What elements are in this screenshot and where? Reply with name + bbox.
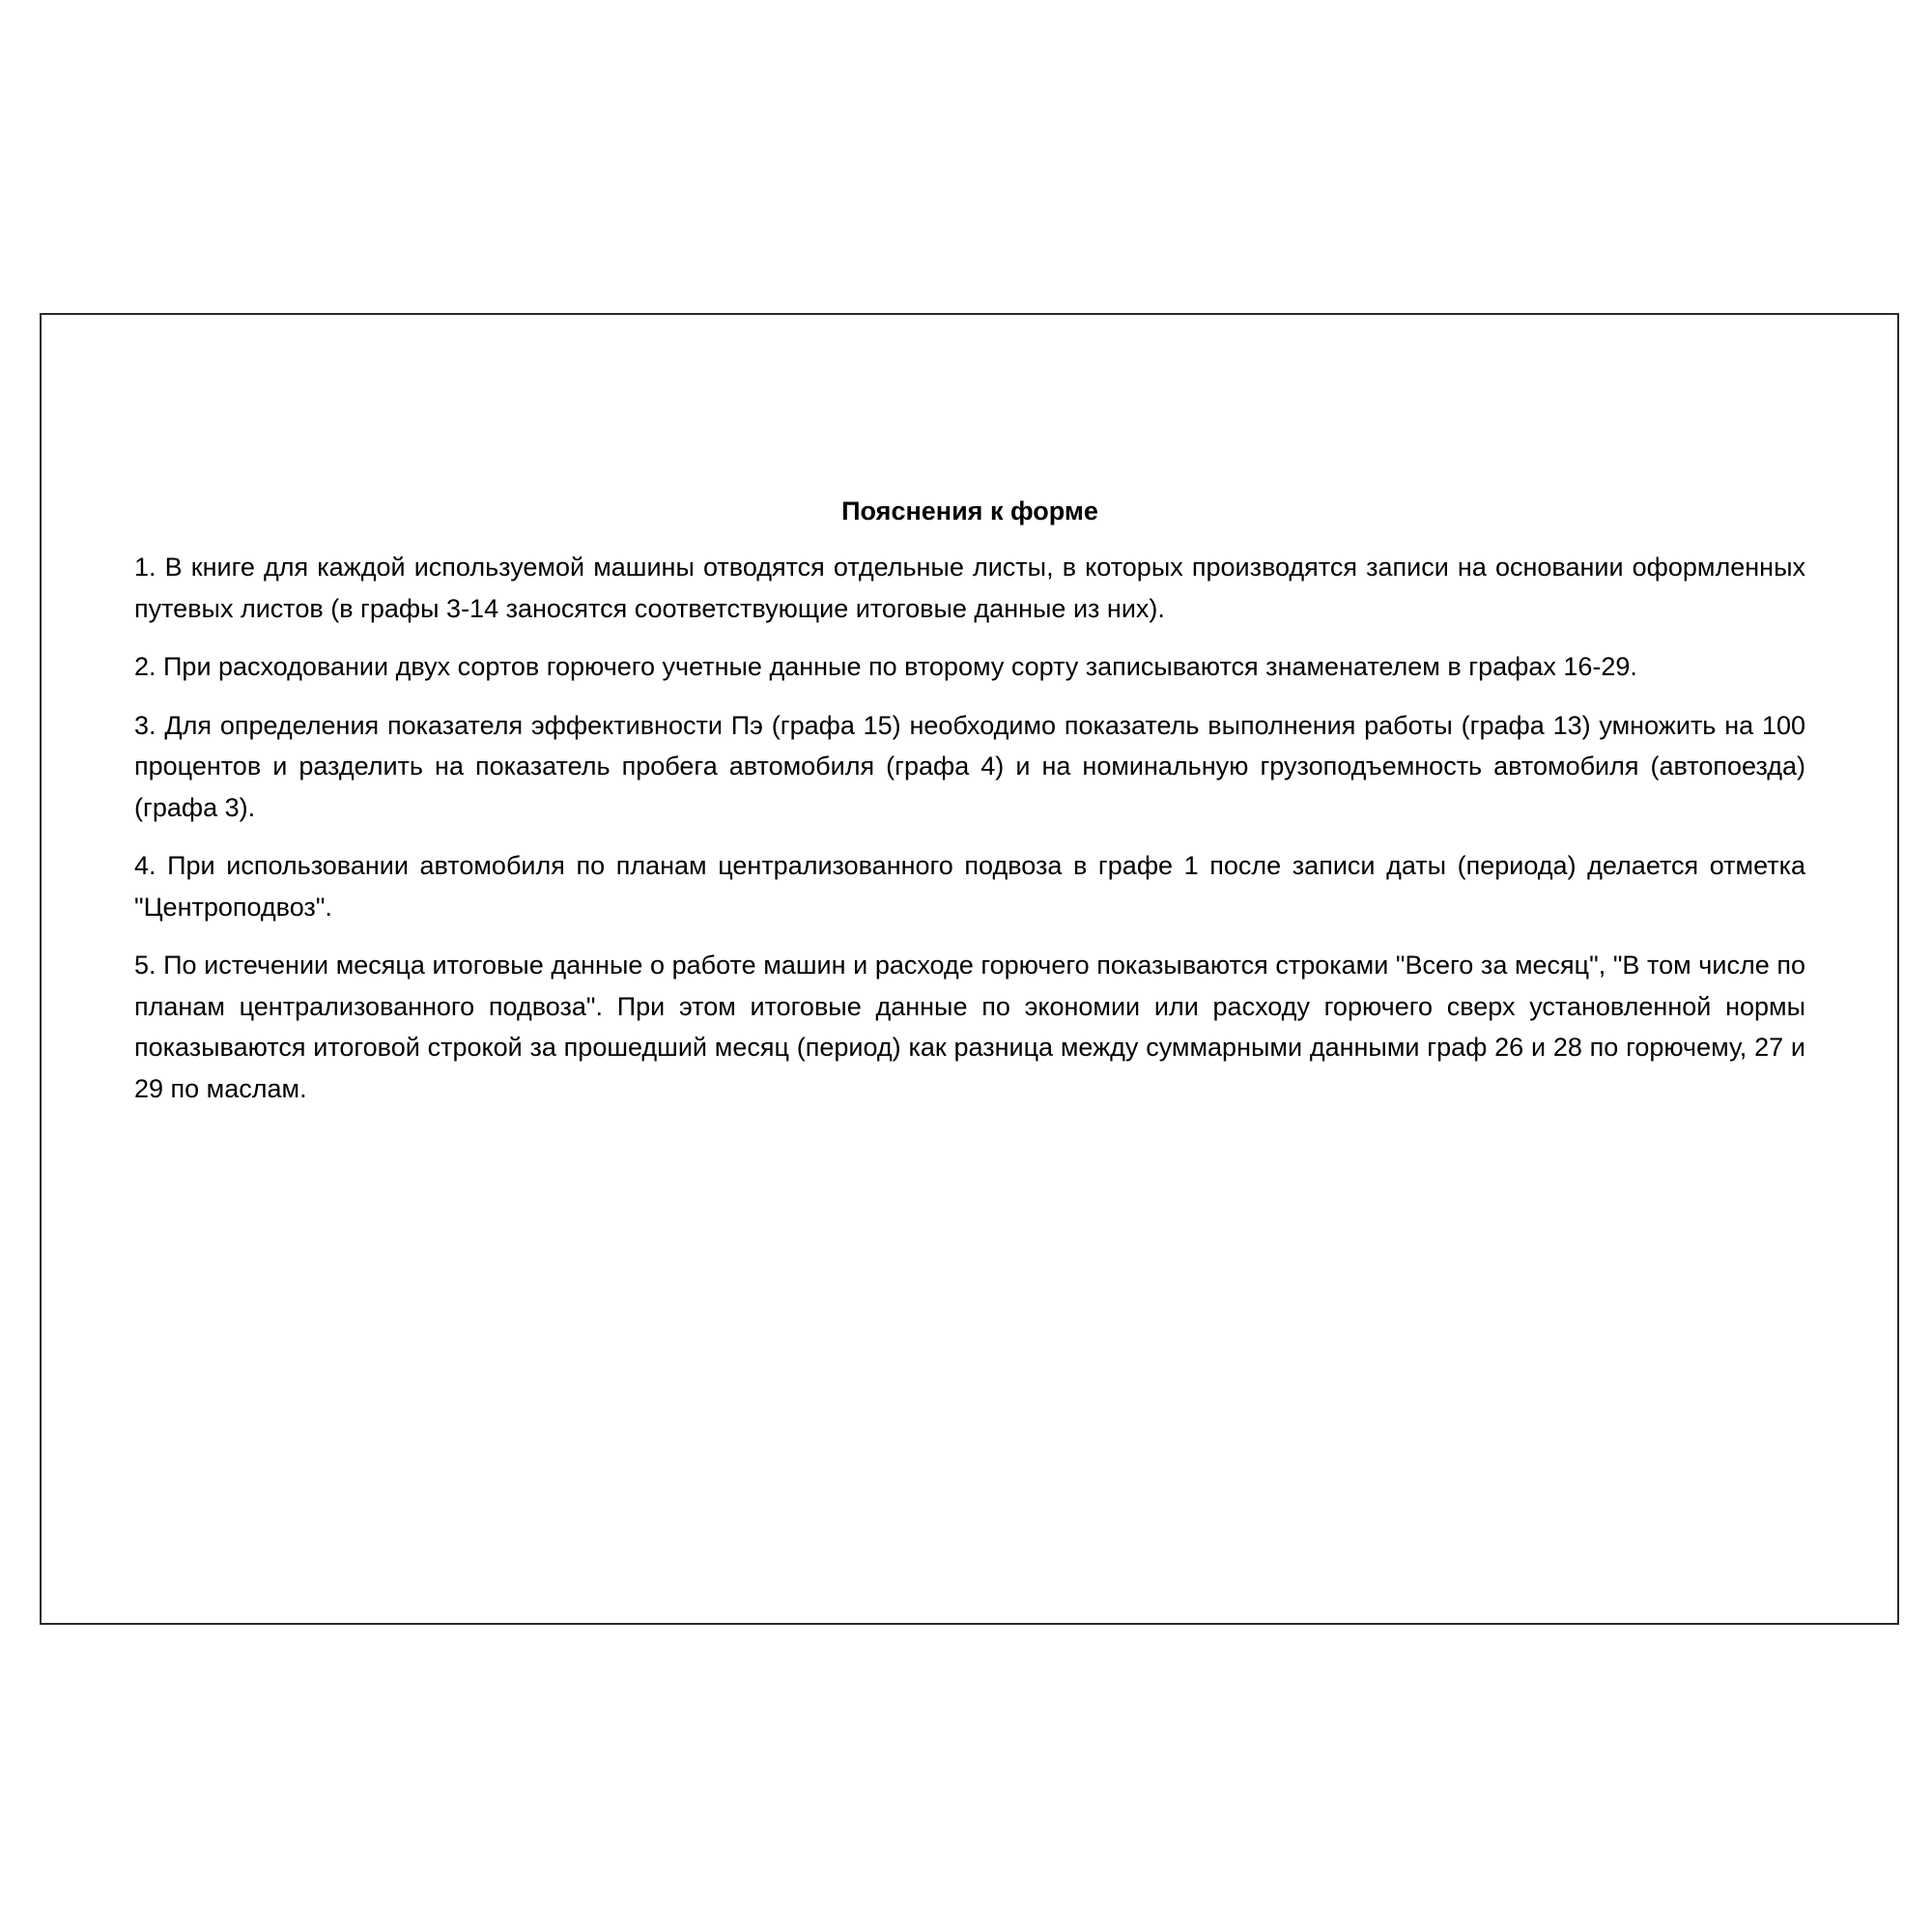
- document-content: [134, 491, 1805, 1126]
- paragraph-5: 5. По истечении месяца итоговые данные о работе машин и расходе горючего показываются строками "Всего за месяц", "В том числе по планам централизованного подвоза". При этом итоговые данные по экономии или расходу горючего сверх установленной нормы показываются итоговой строкой за прошедший месяц (период) как разница между суммарными данными граф 26 и 28 по горючему, 27 и 29 по маслам.: [134, 951, 1805, 1103]
- paragraph-2: 2. При расходовании двух сортов горючего учетные данные по второму сорту записываются знаменателем в графах 16-29.: [134, 652, 1637, 681]
- paragraph-4: 4. При использовании автомобиля по планам централизованного подвоза в графе 1 после записи даты (периода) делается отметка "Центроподвоз".: [134, 851, 1805, 922]
- paragraph-3: 3. Для определения показателя эффективности Пэ (графа 15) необходимо показатель выполнения работы (графа 13) умножить на 100 процентов и разделить на показатель пробега автомобиля (графа 4) и на номинальную грузоподъемность автомобиля (автопоезда) (графа 3).: [134, 710, 1805, 822]
- paragraph-1: 1. В книге для каждой используемой машины отводятся отдельные листы, в которых производятся записи на основании оформленных путевых листов (в графы 3-14 заносятся соответствующие итоговые данные из них).: [134, 553, 1805, 623]
- document-title: Пояснения к форме: [841, 497, 1098, 526]
